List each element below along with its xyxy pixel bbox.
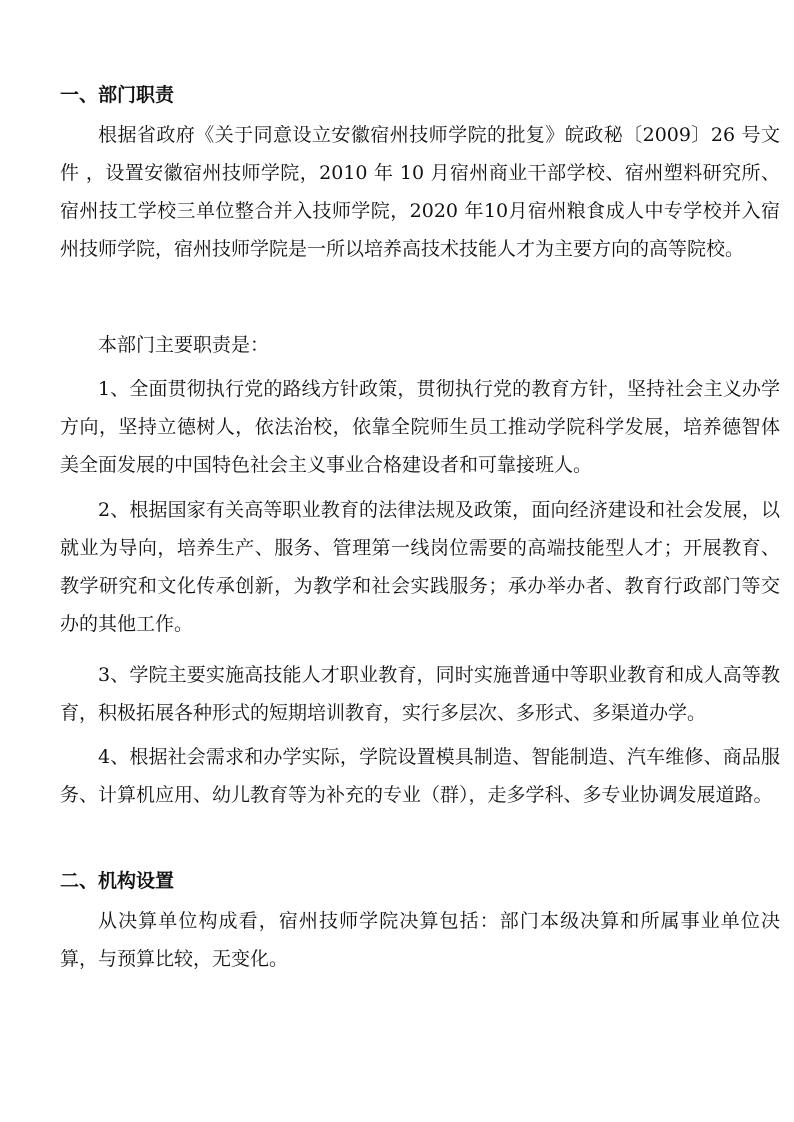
paragraph-duties-intro: 本部门主要职责是： [98, 334, 270, 356]
section-heading-organization: 二、机构设置 [60, 870, 175, 892]
section-heading-responsibilities: 一、部门职责 [60, 84, 175, 106]
paragraph-duty-4: 4、根据社会需求和办学实际，学院设置模具制造、智能制造、汽车维修、商品服务、计算机应用、幼儿教育等为补充的专业（群），走多学科、多专业协调发展道路。 [60, 746, 780, 806]
paragraph-duty-3: 3、学院主要实施高技能人才职业教育，同时实施普通中等职业教育和成人高等教育，积极拓展各种形式的短期培训教育，实行多层次、多形式、多渠道办学。 [60, 664, 780, 724]
paragraph-establishment: 根据省政府《关于同意设立安徽宿州技师学院的批复》皖政秘〔2009〕26 号文件 ，设置安徽宿州技师学院，2010 年 10 月宿州商业干部学校、宿州塑料研究所、宿州技工学校三单位整合并入技师学院，2020 年10月宿州粮食成人中专学校并入宿州技师学院，宿州技师学院是一所以培养高技术技能人才为主要方向的高等院校。 [60, 124, 780, 260]
paragraph-duty-1: 1、全面贯彻执行党的路线方针政策，贯彻执行党的教育方针，坚持社会主义办学方向，坚持立德树人，依法治校，依靠全院师生员工推动学院科学发展，培养德智体美全面发展的中国特色社会主义事业合格建设者和可靠接班人。 [60, 378, 780, 476]
paragraph-organization: 从决算单位构成看，宿州技师学院决算包括：部门本级决算和所属事业单位决算，与预算比较，无变化。 [60, 910, 780, 970]
paragraph-duty-2: 2、根据国家有关高等职业教育的法律法规及政策，面向经济建设和社会发展，以就业为导向，培养生产、服务、管理第一线岗位需要的高端技能型人才；开展教育、教学研究和文化传承创新，为教学和社会实践服务；承办举办者、教育行政部门等交办的其他工作。 [60, 499, 780, 635]
